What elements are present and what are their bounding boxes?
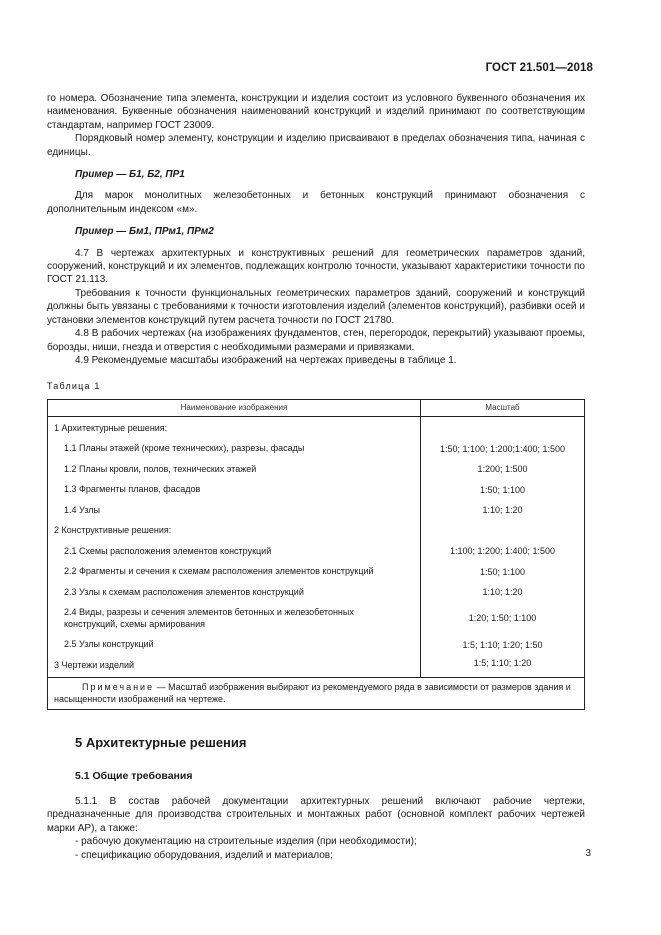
row-scale: 1:50; 1:100 <box>421 480 585 501</box>
row-name: 1.3 Фрагменты планов, фасадов <box>48 480 421 501</box>
table-row <box>48 460 585 481</box>
row-name: 1.1 Планы этажей (кроме технических), разрезы, фасады <box>48 439 421 460</box>
table-row <box>48 480 585 501</box>
scale-table <box>47 399 585 711</box>
note-text: — Масштаб изображения выбирают из рекомендуемого ряда в зависимости от размеров здания и насыщенности изображений на чертеже. <box>54 682 571 705</box>
row-scale: 1:200; 1:500 <box>421 460 585 481</box>
paragraph: Требования к точности функциональных геометрических параметров зданий, сооружений и конструкций должны быть увязаны с требованиями к точности изготовления изделий (элементов конструкций), разбивки осей и установки элементов конструкций путем расчета точности по ГОСТ 21780. <box>47 287 585 326</box>
paragraph: го номера. Обозначение типа элемента, конструкции и изделия состоит из условного буквенного обозначения их наименования. Буквенные обозначения наименований конструкций и изделий принимают по соответствующим стандартам, например ГОСТ 23009. <box>47 93 585 131</box>
row-name: 2.4 Виды, разрезы и сечения элементов бетонных и железобетонных конструкций, схемы армирования <box>48 603 421 635</box>
row-scale: 1:50; 1:100 <box>421 562 585 583</box>
table-caption: Таблица 1 <box>47 381 101 392</box>
row-name: 2.3 Узлы к схемам расположения элементов конструкций <box>48 583 421 604</box>
example-line: Пример — Б1, Б2, ПР1 <box>75 169 185 181</box>
row-name: 2.2 Фрагменты и сечения к схемам расположения элементов конструкций <box>48 562 421 583</box>
row-scale: 1:5; 1:10; 1:20; 1:50 <box>421 635 585 656</box>
row-scale: 1:100; 1:200; 1:400; 1:500 <box>421 542 585 563</box>
row-name: 1.2 Планы кровли, полов, технических этажей <box>48 460 421 481</box>
row-scale <box>421 521 585 542</box>
row-scale: 1:20; 1:50; 1:100 <box>421 603 585 635</box>
table-row <box>48 542 585 563</box>
list-item: - рабочую документацию на строительные изделия (при необходимости); <box>75 836 417 848</box>
page-content <box>47 92 585 862</box>
paragraph-4-8: 4.8 В рабочих чертежах (на изображениях фундаментов, стен, перегородок, перекрытий) указывают проемы, борозды, ниши, гнезда и отверстия с необходимыми размерами и привязками. <box>47 328 585 353</box>
table-row <box>48 416 585 439</box>
row-name: 1.4 Узлы <box>48 501 421 522</box>
column-header-name: Наименование изображения <box>48 399 421 416</box>
table-note-row <box>48 678 585 710</box>
row-name: 2.5 Узлы конструкций <box>48 635 421 656</box>
row-scale: 1:50; 1:100; 1:200;1:400; 1:500 <box>421 439 585 460</box>
paragraph-4-9: 4.9 Рекомендуемые масштабы изображений на чертежах приведены в таблице 1. <box>75 354 457 366</box>
row-name: 2 Конструктивные решения: <box>48 521 421 542</box>
section-title: 5 Архитектурные решения <box>75 735 247 751</box>
column-header-scale: Масштаб <box>421 399 585 416</box>
row-scale: 1:10; 1:20 <box>421 501 585 522</box>
row-scale <box>421 416 585 439</box>
row-name: 2.1 Схемы расположения элементов конструкций <box>48 542 421 563</box>
table-row <box>48 583 585 604</box>
table-row <box>48 635 585 656</box>
table-row <box>48 521 585 542</box>
subsection-title: 5.1 Общие требования <box>75 769 193 782</box>
row-name: 3 Чертежи изделий <box>48 656 421 678</box>
row-scale: 1:10; 1:20 <box>421 583 585 604</box>
page-number: 3 <box>585 848 591 859</box>
row-scale: 1:5; 1:10; 1:20 <box>421 656 585 678</box>
paragraph: Порядковый номер элементу, конструкции и изделию присваивают в пределах обозначения типа, начиная с единицы. <box>47 133 585 158</box>
table-row <box>48 603 585 635</box>
paragraph-4-7: 4.7 В чертежах архитектурных и конструктивных решений для геометрических параметров зданий, сооружений, конструкций и их элементов, подлежащих контролю точности, указывают характеристики точности по ГОСТ 21.113. <box>47 247 585 286</box>
document-code: ГОСТ 21.501—2018 <box>485 62 593 74</box>
table-note <box>48 678 585 710</box>
example-line: Пример — Бм1, ПРм1, ПРм2 <box>75 226 214 238</box>
paragraph: Для марок монолитных железобетонных и бетонных конструкций принимают обозначения с дополнительным индексом «м». <box>47 190 585 215</box>
table-row <box>48 656 585 678</box>
paragraph-5-1-1: 5.1.1 В состав рабочей документации архитектурных решений включают рабочие чертежи, предназначенные для производства строительных и монтажных работ (основной комплект рабочих чертежей марки АР), а также: <box>47 796 585 834</box>
table-row <box>48 501 585 522</box>
list-item: - спецификацию оборудования, изделий и материалов; <box>75 849 333 861</box>
note-label: Примечание <box>82 682 155 693</box>
table-row <box>48 439 585 460</box>
table-row <box>48 562 585 583</box>
row-name: 1 Архитектурные решения: <box>48 416 421 439</box>
